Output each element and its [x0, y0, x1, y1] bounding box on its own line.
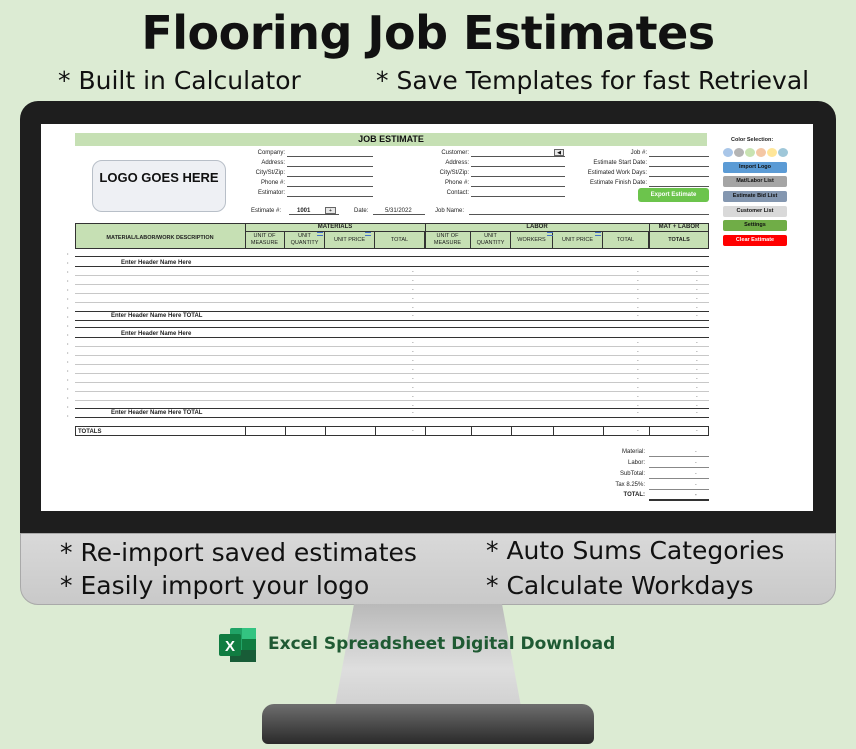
section-lab-total: -	[637, 410, 639, 416]
summary-tax-line	[649, 489, 709, 490]
company-phone-field[interactable]	[287, 186, 373, 187]
table-row[interactable]	[75, 284, 709, 285]
section-lab-total: -	[637, 313, 639, 319]
work-days-label: Estimated Work Days:	[587, 170, 647, 176]
totals-divider	[603, 426, 604, 436]
date-field[interactable]	[373, 214, 425, 215]
row-mat-total: -	[412, 269, 414, 275]
row-lab-total: -	[637, 358, 639, 364]
section-total-border	[75, 311, 709, 312]
table-row[interactable]	[75, 355, 709, 356]
company-label: Company:	[257, 150, 285, 156]
row-marker: •	[67, 251, 69, 256]
section-grand-total: -	[696, 313, 698, 319]
summary-labor-value: -	[695, 460, 697, 466]
color-swatch-3[interactable]	[745, 148, 755, 157]
row-grand-total: -	[696, 385, 698, 391]
color-swatch-4[interactable]	[756, 148, 766, 157]
estimate-spinner-icon[interactable]: +	[325, 207, 336, 214]
col-mat-unit-measure: UNIT OF MEASURE	[245, 232, 285, 248]
summary-labor-line	[649, 467, 709, 468]
job-number-field[interactable]	[649, 156, 709, 157]
finish-date-field[interactable]	[649, 186, 709, 187]
row-mat-total: -	[412, 305, 414, 311]
col-mat-unit-qty: UNIT QUANTITY	[285, 232, 325, 248]
row-marker: •	[67, 395, 69, 400]
row-lab-total: -	[637, 367, 639, 373]
feature-reimport: * Re-import saved estimates	[60, 538, 417, 567]
estimate-bid-list-button[interactable]: Estimate Bid List	[723, 191, 787, 202]
row-marker: •	[67, 350, 69, 355]
row-grand-total: -	[696, 296, 698, 302]
summary-total-value: -	[695, 492, 697, 498]
table-row[interactable]	[75, 275, 709, 276]
row-grand-total: -	[696, 394, 698, 400]
section-mat-total: -	[412, 313, 414, 319]
filter-icon[interactable]	[317, 232, 323, 236]
row-mat-total: -	[412, 287, 414, 293]
feature-import-logo: * Easily import your logo	[60, 571, 370, 600]
section-header[interactable]: Enter Header Name Here	[121, 331, 192, 337]
summary-material-line	[649, 456, 709, 457]
download-label: Excel Spreadsheet Digital Download	[268, 634, 616, 654]
row-lab-total: -	[637, 296, 639, 302]
mat-labor-group-header: MAT + LABOR	[658, 224, 700, 230]
row-grand-total: -	[696, 278, 698, 284]
row-marker: •	[67, 377, 69, 382]
export-estimate-button[interactable]: Export Estimate	[638, 188, 709, 202]
row-marker: •	[67, 287, 69, 292]
row-marker: •	[67, 314, 69, 319]
color-swatch-6[interactable]	[778, 148, 788, 157]
totals-divider	[511, 426, 512, 436]
row-mat-total: -	[412, 385, 414, 391]
section-total: Enter Header Name Here TOTAL	[111, 313, 203, 319]
filter-icon[interactable]	[595, 232, 601, 236]
totals-mat-total: -	[412, 428, 414, 434]
table-row[interactable]	[75, 346, 709, 347]
customer-city-label: City/St/Zip:	[439, 170, 469, 176]
section-total: Enter Header Name Here TOTAL	[111, 410, 203, 416]
summary-total-label: TOTAL:	[623, 492, 645, 498]
totals-label: TOTALS	[78, 429, 102, 435]
feature-save-templates: * Save Templates for fast Retrieval	[376, 66, 810, 95]
col-lab-total: TOTAL	[603, 232, 649, 248]
feature-calculate-workdays: * Calculate Workdays	[486, 571, 754, 600]
row-grand-total: -	[696, 287, 698, 293]
color-swatch-1[interactable]	[723, 148, 733, 157]
row-marker: •	[67, 404, 69, 409]
company-address-field[interactable]	[287, 166, 373, 167]
col-lab-workers: WORKERS	[511, 232, 553, 248]
filter-icon[interactable]	[365, 232, 371, 236]
job-name-label: Job Name:	[435, 208, 465, 214]
row-marker: •	[67, 260, 69, 265]
company-phone-label: Phone #:	[260, 180, 285, 186]
row-mat-total: -	[412, 349, 414, 355]
table-row[interactable]	[75, 382, 709, 383]
totals-lab-total: -	[637, 428, 639, 434]
start-date-field[interactable]	[649, 166, 709, 167]
table-row[interactable]	[75, 391, 709, 392]
customer-phone-field[interactable]	[471, 186, 565, 187]
row-lab-total: -	[637, 287, 639, 293]
row-mat-total: -	[412, 367, 414, 373]
section-mat-total: -	[412, 410, 414, 416]
summary-material-value: -	[695, 449, 697, 455]
excel-icon	[218, 626, 258, 664]
company-city-field[interactable]	[287, 176, 373, 177]
row-mat-total: -	[412, 403, 414, 409]
spreadsheet-screen	[41, 124, 813, 511]
contact-label: Contact:	[446, 190, 469, 196]
feature-built-in-calculator: * Built in Calculator	[58, 66, 301, 95]
row-mat-total: -	[412, 394, 414, 400]
row-grand-total: -	[696, 358, 698, 364]
start-date-label: Estimate Start Date:	[593, 160, 647, 166]
row-lab-total: -	[637, 403, 639, 409]
row-lab-total: -	[637, 349, 639, 355]
customer-address-label: Address:	[445, 160, 469, 166]
summary-subtotal-label: SubTotal:	[619, 471, 645, 477]
row-marker: •	[67, 332, 69, 337]
row-marker: •	[67, 278, 69, 283]
section-header[interactable]: Enter Header Name Here	[121, 260, 192, 266]
table-row[interactable]	[75, 293, 709, 294]
section-bottom-border	[75, 320, 709, 321]
row-marker: •	[67, 305, 69, 310]
job-name-field[interactable]	[469, 214, 709, 215]
table-row[interactable]	[75, 302, 709, 303]
estimate-number-field[interactable]	[289, 214, 339, 215]
company-city-label: City/St/Zip:	[255, 170, 285, 176]
col-lab-unit-price: UNIT PRICE	[553, 232, 603, 248]
color-selection-label: Color Selection:	[731, 137, 774, 143]
row-lab-total: -	[637, 305, 639, 311]
section-top-border	[75, 327, 709, 328]
summary-tax-value: -	[695, 482, 697, 488]
row-mat-total: -	[412, 296, 414, 302]
color-swatch-2[interactable]	[734, 148, 744, 157]
section-grand-total: -	[696, 410, 698, 416]
totals-divider	[649, 426, 650, 436]
color-swatch-5[interactable]	[767, 148, 777, 157]
table-row[interactable]	[75, 373, 709, 374]
logo-placeholder[interactable]	[92, 160, 226, 212]
feature-auto-sums: * Auto Sums Categories	[486, 536, 785, 565]
section-total-border	[75, 408, 709, 409]
row-marker: •	[67, 413, 69, 418]
company-address-label: Address:	[261, 160, 285, 166]
import-logo-button[interactable]: Import Logo	[723, 162, 787, 173]
customer-city-field[interactable]	[471, 176, 565, 177]
row-marker: •	[67, 368, 69, 373]
totals-divider	[375, 426, 376, 436]
estimate-number-label: Estimate #:	[251, 208, 282, 214]
row-grand-total: -	[696, 403, 698, 409]
clear-estimate-button[interactable]: Clear Estimate	[723, 235, 787, 246]
row-lab-total: -	[637, 376, 639, 382]
monitor-stand-neck	[334, 604, 522, 712]
row-mat-total: -	[412, 340, 414, 346]
row-grand-total: -	[696, 305, 698, 311]
svg-text:X: X	[224, 638, 236, 655]
summary-tax-label: Tax 8.25%:	[615, 482, 645, 488]
row-grand-total: -	[696, 349, 698, 355]
monitor-stand-base	[262, 704, 594, 744]
row-lab-total: -	[637, 385, 639, 391]
row-lab-total: -	[637, 269, 639, 275]
section-header-border	[75, 266, 709, 267]
promo-title: Flooring Job Estimates	[141, 6, 715, 60]
totals-divider	[245, 426, 246, 436]
row-marker: •	[67, 323, 69, 328]
estimate-number-value[interactable]: 1001	[297, 208, 311, 214]
row-mat-total: -	[412, 278, 414, 284]
row-marker: •	[67, 386, 69, 391]
logo-text: LOGO GOES HERE	[99, 170, 219, 185]
company-field[interactable]	[287, 156, 373, 157]
totals-divider	[471, 426, 472, 436]
row-grand-total: -	[696, 340, 698, 346]
summary-labor-label: Labor:	[627, 460, 645, 466]
job-number-label: Job #:	[630, 150, 647, 156]
row-mat-total: -	[412, 358, 414, 364]
row-grand-total: -	[696, 269, 698, 275]
row-marker: •	[67, 269, 69, 274]
row-lab-total: -	[637, 394, 639, 400]
settings-button[interactable]: Settings	[723, 220, 787, 231]
contact-field[interactable]	[471, 196, 565, 197]
summary-total-line	[649, 499, 709, 501]
table-row[interactable]	[75, 400, 709, 401]
row-mat-total: -	[412, 376, 414, 382]
section-top-border	[75, 256, 709, 257]
summary-material-label: Material:	[621, 449, 645, 455]
row-lab-total: -	[637, 340, 639, 346]
date-label: Date:	[354, 208, 369, 214]
col-mat-unit-price: UNIT PRICE	[325, 232, 375, 248]
labor-group-header: LABOR	[526, 224, 548, 230]
materials-group-header: MATERIALS	[317, 224, 353, 230]
totals-divider	[553, 426, 554, 436]
work-days-field[interactable]	[649, 176, 709, 177]
totals-divider	[425, 426, 426, 436]
customer-list-button[interactable]: Customer List	[723, 206, 787, 217]
customer-label: Customer:	[441, 150, 469, 156]
estimator-label: Estimator:	[257, 190, 285, 196]
col-description: MATERIAL/LABOR/WORK DESCRIPTION	[106, 235, 214, 241]
col-lab-unit-qty: UNIT QUANTITY	[471, 232, 511, 248]
summary-subtotal-line	[649, 478, 709, 479]
filter-icon[interactable]	[547, 232, 553, 236]
row-marker: •	[67, 296, 69, 301]
totals-divider	[285, 426, 286, 436]
customer-phone-label: Phone #:	[444, 180, 469, 186]
totals-grand-total: -	[696, 428, 698, 434]
estimator-field[interactable]	[287, 196, 373, 197]
table-row[interactable]	[75, 364, 709, 365]
customer-dropdown-icon[interactable]: ◀	[554, 149, 564, 156]
customer-address-field[interactable]	[471, 166, 565, 167]
col-mat-total: TOTAL	[375, 232, 425, 248]
row-grand-total: -	[696, 376, 698, 382]
section-header-border	[75, 337, 709, 338]
sheet-title: JOB ESTIMATE	[75, 133, 707, 146]
section-bottom-border	[75, 417, 709, 418]
totals-divider	[325, 426, 326, 436]
row-grand-total: -	[696, 367, 698, 373]
finish-date-label: Estimate Finish Date:	[589, 180, 647, 186]
row-marker: •	[67, 341, 69, 346]
date-value[interactable]: 5/31/2022	[385, 208, 412, 214]
col-lab-unit-measure: UNIT OF MEASURE	[425, 232, 471, 248]
customer-select[interactable]	[471, 156, 565, 157]
summary-subtotal-value: -	[695, 471, 697, 477]
totals-row	[75, 426, 709, 436]
row-marker: •	[67, 359, 69, 364]
col-totals: TOTALS	[668, 237, 690, 243]
row-lab-total: -	[637, 278, 639, 284]
mat-labor-list-button[interactable]: Mat/Labor List	[723, 176, 787, 187]
